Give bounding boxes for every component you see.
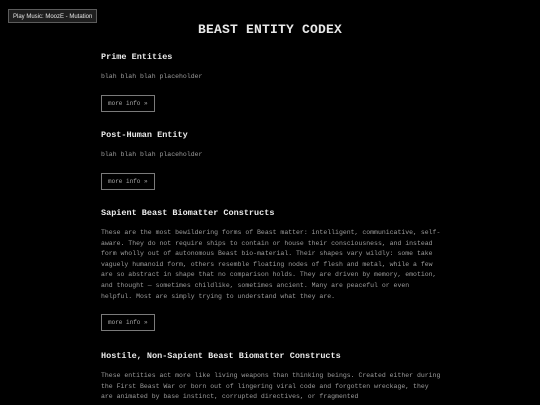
section-title: Post-Human Entity xyxy=(101,130,188,140)
more-info-button[interactable]: more info » xyxy=(101,314,155,331)
section-title: Hostile, Non-Sapient Beast Biomatter Constructs xyxy=(101,351,341,361)
section-hostile-constructs xyxy=(101,351,441,405)
section-post-human-entity xyxy=(101,130,202,190)
section-description: These entities act more like living weapons than thinking beings. Created either during the First Beast War or born out of lingering viral code and forgotten wreckage, they are animated by base instinct, corrupted directives, or fragmented xyxy=(101,372,441,401)
section-sapient-constructs xyxy=(101,208,441,331)
section-prime-entities xyxy=(101,52,202,112)
section-description: blah blah blah placeholder xyxy=(101,151,203,158)
more-info-button[interactable]: more info » xyxy=(101,95,155,112)
play-music-button[interactable]: Play Music: MoozE - Mutation xyxy=(8,9,97,23)
section-description: blah blah blah placeholder xyxy=(101,73,203,80)
more-info-button[interactable]: more info » xyxy=(101,173,155,190)
section-title: Sapient Beast Biomatter Constructs xyxy=(101,208,275,218)
page-title: BEAST ENTITY CODEX xyxy=(197,22,343,37)
section-title: Prime Entities xyxy=(101,52,173,62)
section-description: These are the most bewildering forms of Beast matter: intelligent, communicative, self-aware. They do not require ships to contain or house their consciousness, and instead form wholly out of autonomous Beast bio-material. Their shapes vary wildly: some take vaguely humanoid form, others resemble floating nodes of flesh and metal, while a few are so abstract in shape that no comparison holds. They are driven by memory, emotion, and thought — sometimes childlike, sometimes ancient. Many are peaceful or even helpful. Most are simply trying to understand what they are. xyxy=(101,229,441,300)
